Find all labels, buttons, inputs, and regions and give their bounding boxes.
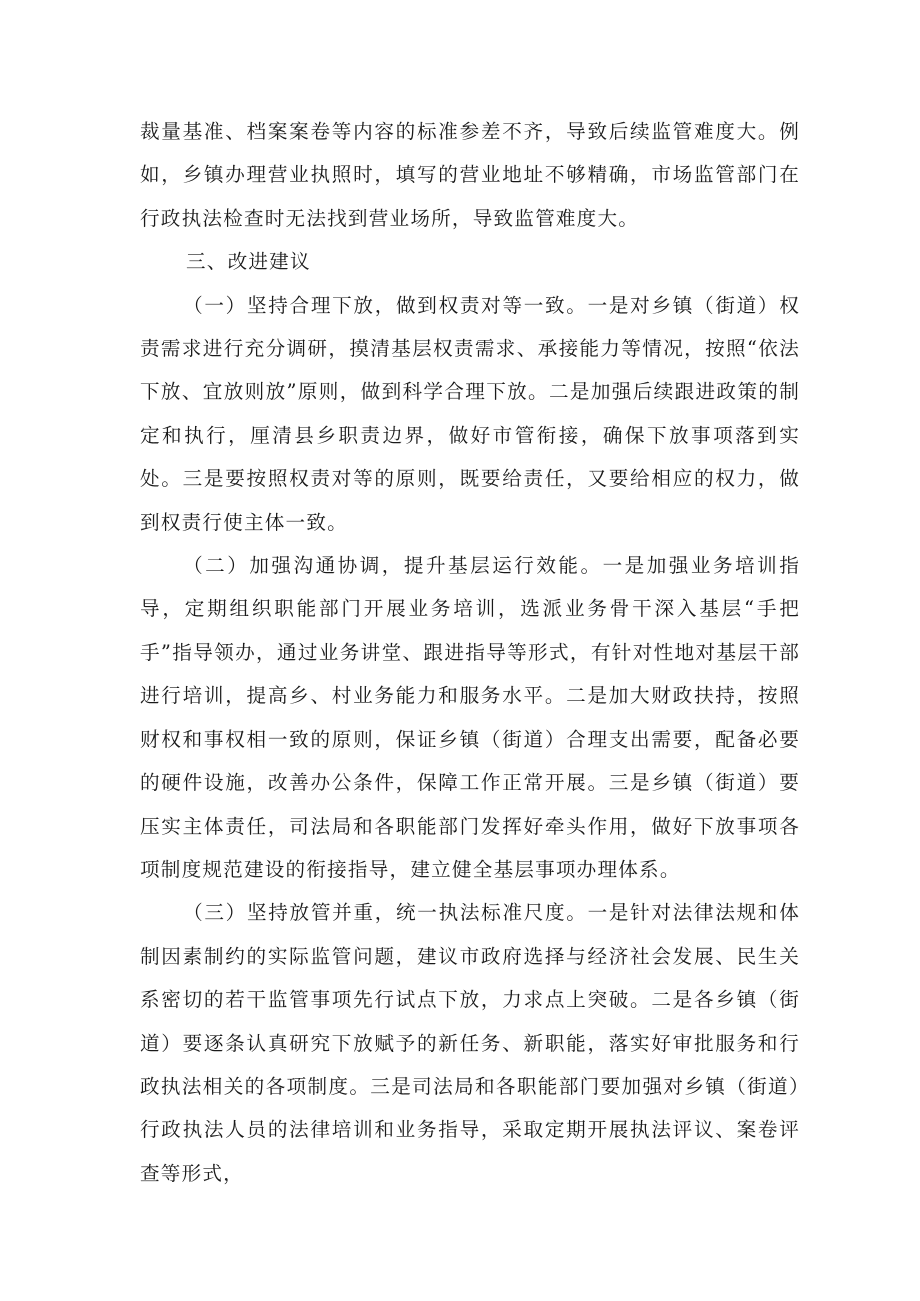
paragraph-continuation: 裁量基准、档案案卷等内容的标准参差不齐，导致后续监管难度大。例如，乡镇办理营业执照时，填写的营业地址不够精确，市场监管部门在行政执法检查时无法找到营业场所，导致监管难度大。 (140, 120, 800, 230)
section-heading: 三、改进建议 (186, 250, 311, 274)
document-body (140, 110, 800, 1195)
paragraph-3: （三）坚持放管并重，统一执法标准尺度。一是针对法律法规和体制因素制约的实际监管问题，建议市政府选择与经济社会发展、民生关系密切的若干监管事项先行试点下放，力求点上突破。二是各乡镇（街道）要逐条认真研究下放赋予的新任务、新职能，落实好审批服务和行政执法相关的各项制度。三是司法局和各职能部门要加强对乡镇（街道）行政执法人员的法律培训和业务指导，采取定期开展执法评议、案卷评查等形式， (140, 901, 800, 1185)
paragraph-2: （二）加强沟通协调，提升基层运行效能。一是加强业务培训指导，定期组织职能部门开展业务培训，选派业务骨干深入基层“手把手”指导领办，通过业务讲堂、跟进指导等形式，有针对性地对基层干部进行培训，提高乡、村业务能力和服务水平。二是加大财政扶持，按照财权和事权相一致的原则，保证乡镇（街道）合理支出需要，配备必要的硬件设施，改善办公条件，保障工作正常开展。三是乡镇（街道）要压实主体责任，司法局和各职能部门发挥好牵头作用，做好下放事项各项制度规范建设的衔接指导，建立健全基层事项办理体系。 (140, 554, 800, 881)
paragraph-1: （一）坚持合理下放，做到权责对等一致。一是对乡镇（街道）权责需求进行充分调研，摸清基层权责需求、承接能力等情况，按照“依法下放、宜放则放”原则，做到科学合理下放。二是加强后续跟进政策的制定和执行，厘清县乡职责边界，做好市管衔接，确保下放事项落到实处。三是要按照权责对等的原则，既要给责任，又要给相应的权力，做到权责行使主体一致。 (140, 293, 800, 534)
